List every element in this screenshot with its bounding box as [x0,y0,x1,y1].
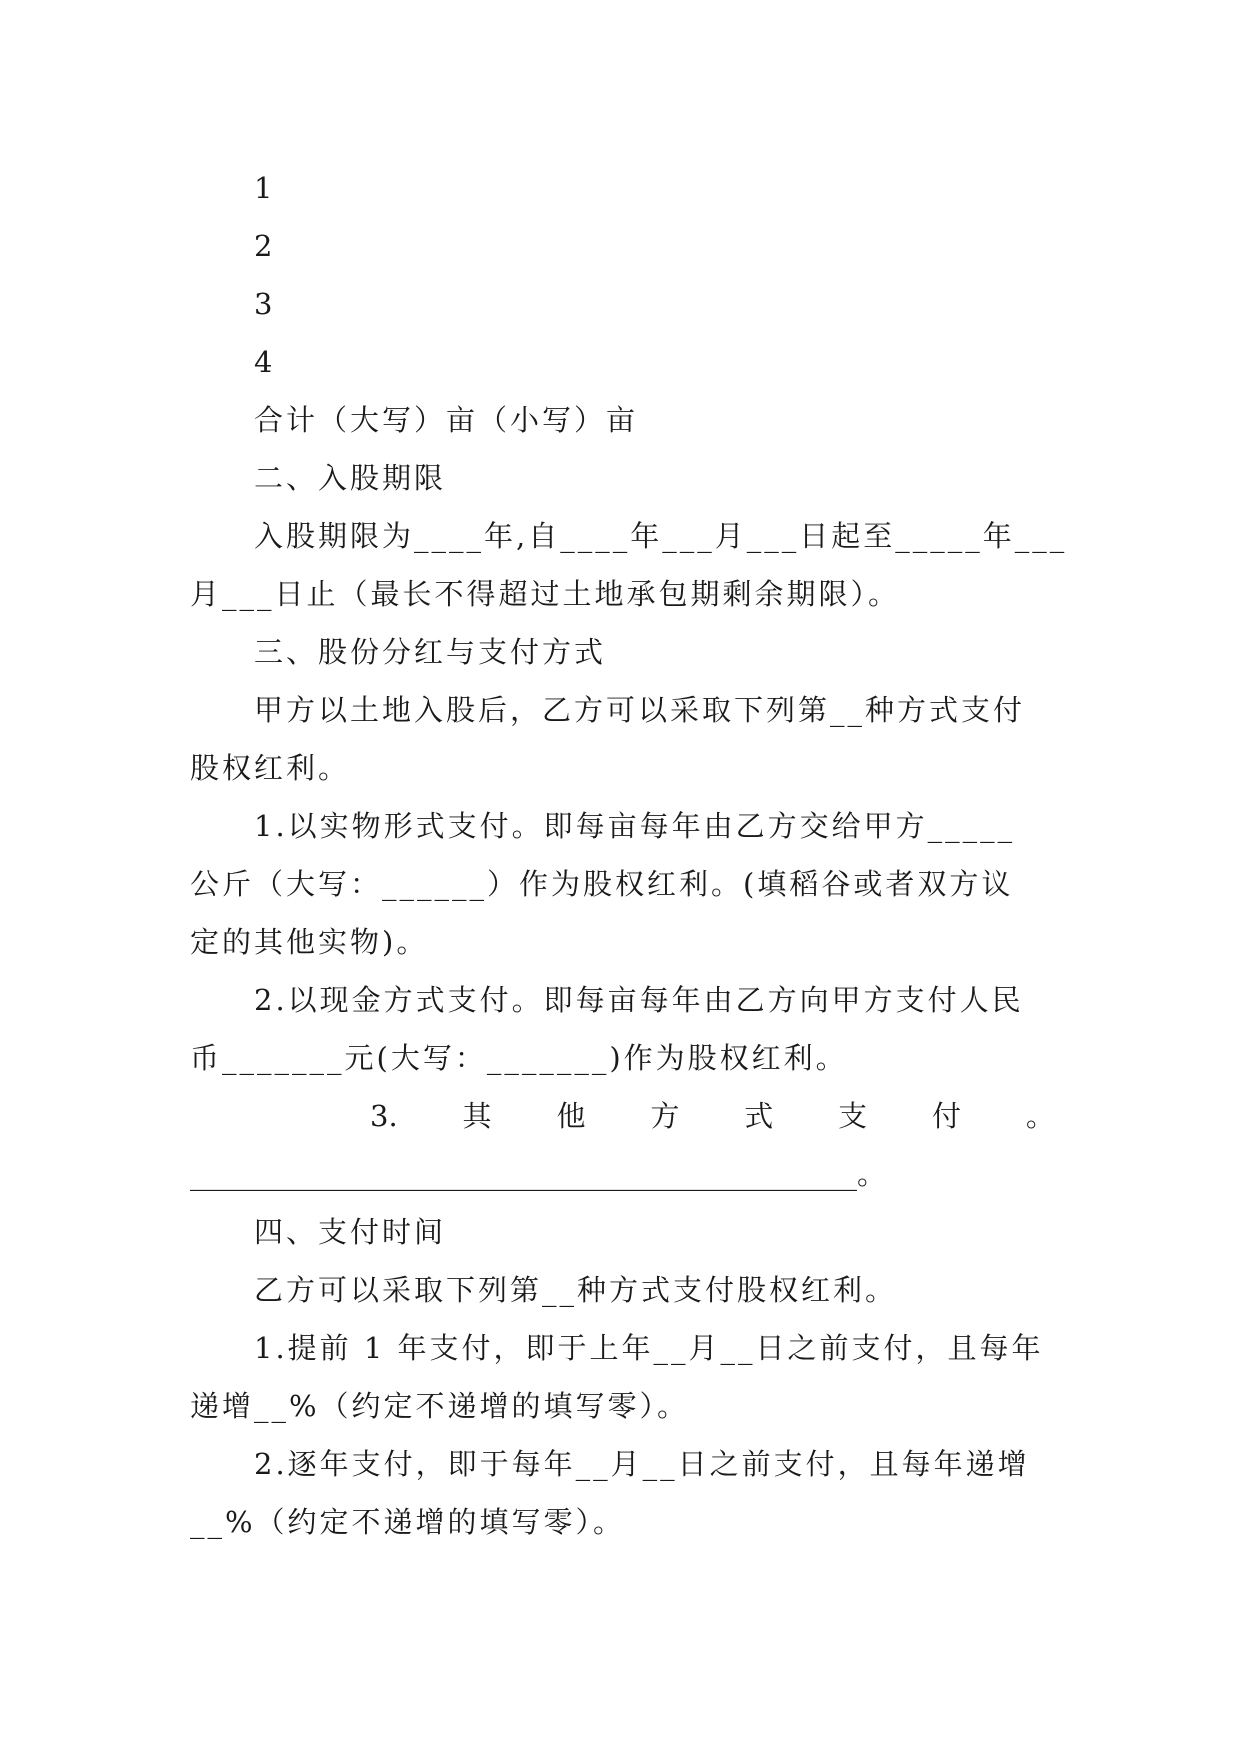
option-3-line-1 [370,1096,1055,1136]
term-paragraph-line-2: 月___日止（最长不得超过土地承包期剩余期限）。 [190,577,901,611]
dividend-paragraph-line-2: 股权红利。 [190,751,351,785]
section-heading-dividend: 三、股份分红与支付方式 [254,635,607,669]
option-1-line-1: 1.以实物形式支付。即每亩每年由乙方交给甲方_____ [254,809,1016,843]
time-option-2-line-1: 2.逐年支付，即于每年__月__日之前支付，且每年递增 [254,1447,1030,1481]
row-number-2: 2 [254,229,276,263]
total-area-line: 合计（大写）亩（小写）亩 [254,403,639,437]
option-3-line-2: ______________________________________________。 [190,1157,887,1191]
time-option-1-line-1: 1.提前 1 年支付，即于上年__月__日之前支付，且每年 [254,1331,1044,1365]
option-2-line-2: 币_______元(大写：_______)作为股权红利。 [190,1041,848,1075]
option-3-char: 3. [370,1099,398,1133]
option-3-char: 式 [744,1099,774,1133]
option-3-char: 其 [462,1099,492,1133]
row-number-1: 1 [254,171,276,205]
option-1-line-2: 公斤（大写：______）作为股权红利。(填稻谷或者双方议 [190,867,1014,901]
time-option-2-line-2: __%（约定不递增的填写零）。 [190,1505,626,1539]
section-heading-payment-time: 四、支付时间 [254,1215,447,1249]
row-number-3: 3 [254,287,276,321]
option-1-line-3: 定的其他实物)。 [190,925,429,959]
time-option-1-line-2: 递增__%（约定不递增的填写零）。 [190,1389,690,1423]
payment-time-paragraph: 乙方可以采取下列第__种方式支付股权红利。 [254,1273,898,1307]
option-3-char: 。 [1025,1099,1055,1133]
section-heading-term: 二、入股期限 [254,461,447,495]
option-3-char: 付 [932,1099,962,1133]
option-2-line-1: 2.以现金方式支付。即每亩每年由乙方向甲方支付人民 [254,983,1024,1017]
option-3-char: 支 [838,1099,868,1133]
option-3-char: 方 [650,1099,680,1133]
option-3-char: 他 [556,1099,586,1133]
term-paragraph-line-1: 入股期限为____年,自____年___月___日起至_____年___ [254,519,1068,553]
row-number-4: 4 [254,345,276,379]
dividend-paragraph-line-1: 甲方以土地入股后，乙方可以采取下列第__种方式支付 [254,693,1026,727]
